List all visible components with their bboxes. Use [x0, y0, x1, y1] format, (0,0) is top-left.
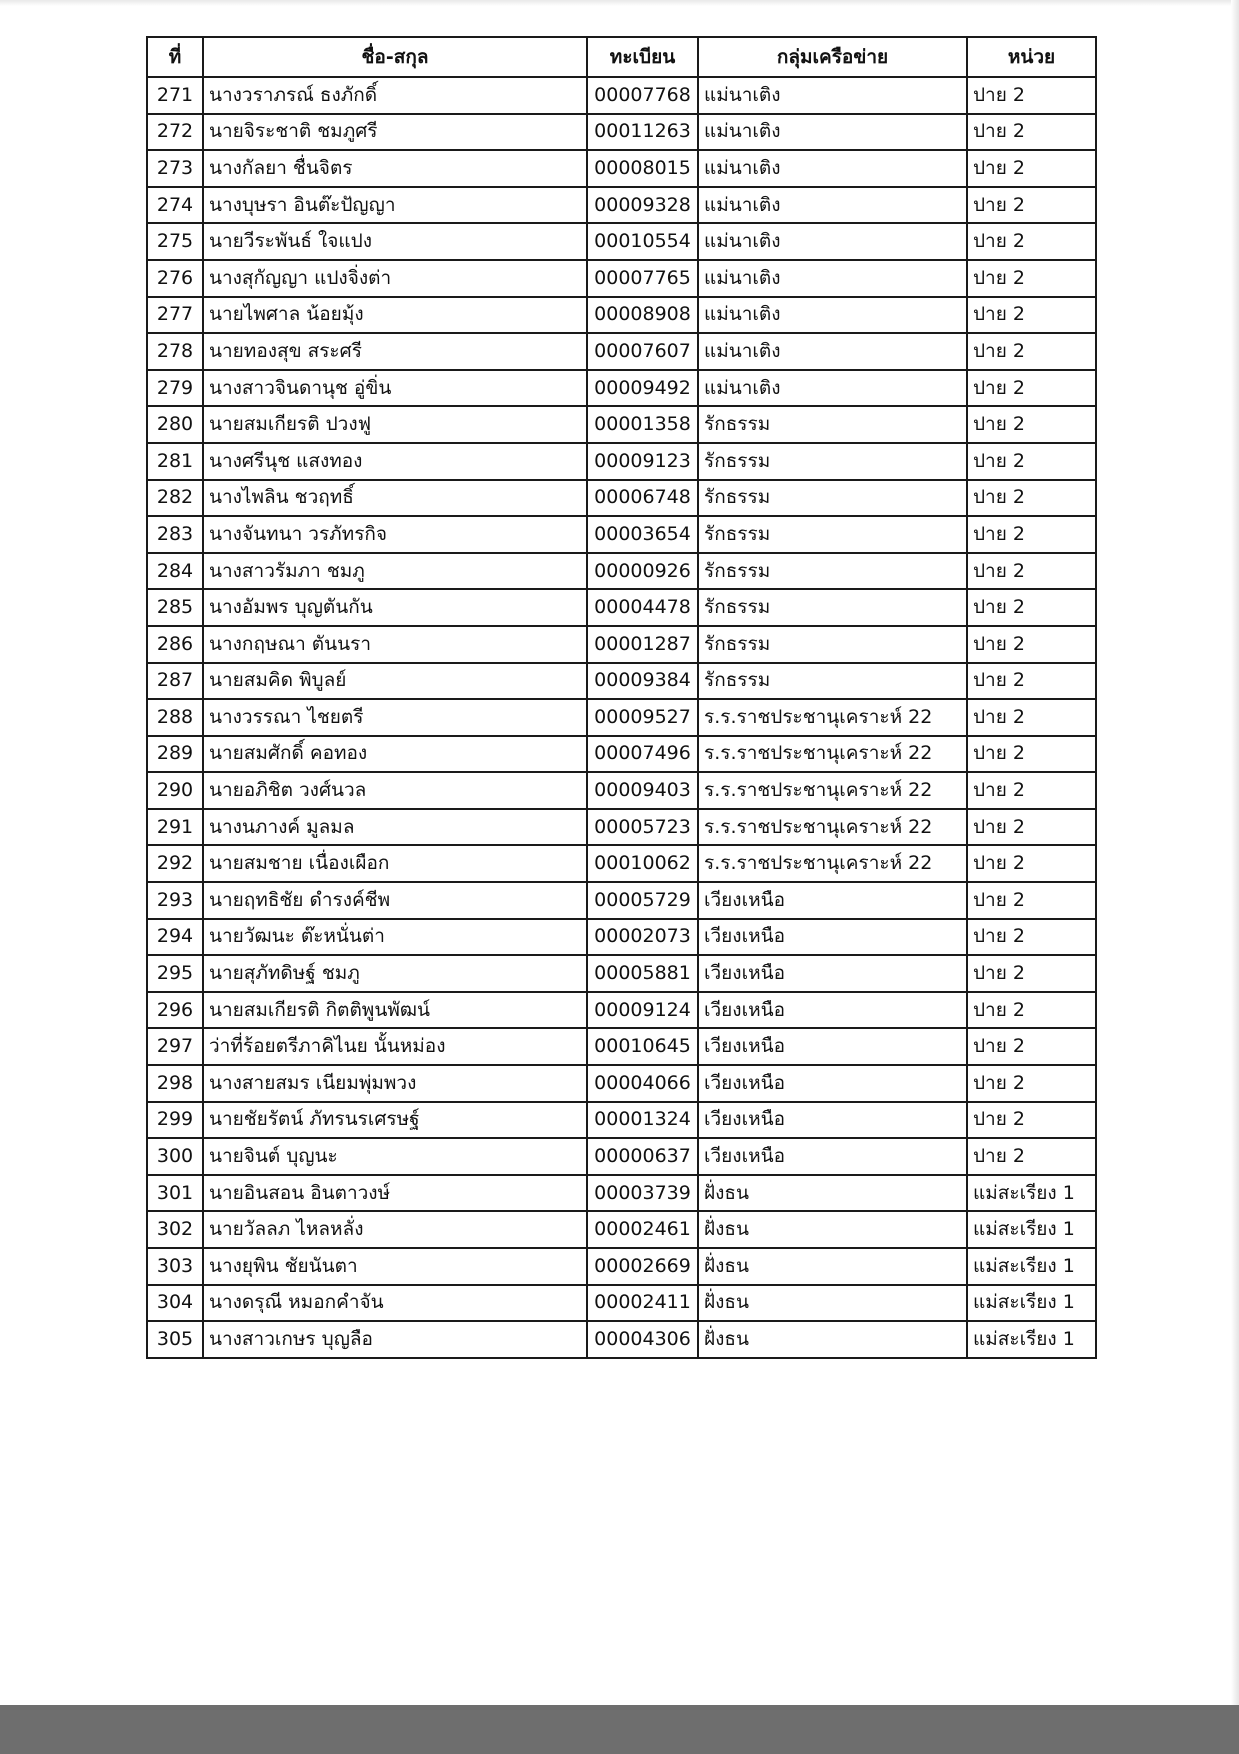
registration-number: 00008015: [587, 150, 698, 187]
table-row: [147, 1285, 1096, 1322]
table-row: [147, 626, 1096, 663]
header-network-group: กลุ่มเครือข่าย: [698, 37, 967, 77]
member-name: นายอินสอน อินตาวงษ์: [203, 1175, 587, 1212]
registration-number: 00010062: [587, 845, 698, 882]
row-number: 294: [147, 919, 203, 956]
table-row: [147, 663, 1096, 700]
member-name: นางสุกัญญา แปงจิ่งต่า: [203, 260, 587, 297]
page-top-edge: [0, 0, 1239, 6]
row-number: 305: [147, 1321, 203, 1358]
unit-name: ปาย 2: [967, 919, 1096, 956]
header-unit: หน่วย: [967, 37, 1096, 77]
row-number: 292: [147, 845, 203, 882]
page-right-edge: [1231, 0, 1239, 1705]
network-group: ร.ร.ราชประชานุเคราะห์ 22: [698, 699, 967, 736]
row-number: 272: [147, 114, 203, 151]
unit-name: ปาย 2: [967, 1102, 1096, 1139]
network-group: ฝั่งธน: [698, 1321, 967, 1358]
member-name: นายวัลลภ ไหลหลั่ง: [203, 1211, 587, 1248]
table-header-row: [147, 37, 1096, 77]
network-group: แม่นาเติง: [698, 114, 967, 151]
registration-number: 00009123: [587, 443, 698, 480]
row-number: 290: [147, 772, 203, 809]
row-number: 273: [147, 150, 203, 187]
unit-name: แม่สะเรียง 1: [967, 1175, 1096, 1212]
row-number: 271: [147, 77, 203, 114]
row-number: 287: [147, 663, 203, 700]
unit-name: ปาย 2: [967, 663, 1096, 700]
row-number: 274: [147, 187, 203, 224]
row-number: 283: [147, 516, 203, 553]
member-name: นายสมเกียรติ ปวงฟู: [203, 406, 587, 443]
member-name: นายสมชาย เนื่องเผือก: [203, 845, 587, 882]
network-group: เวียงเหนือ: [698, 1102, 967, 1139]
row-number: 296: [147, 992, 203, 1029]
unit-name: ปาย 2: [967, 297, 1096, 334]
row-number: 285: [147, 589, 203, 626]
unit-name: ปาย 2: [967, 992, 1096, 1029]
unit-name: ปาย 2: [967, 772, 1096, 809]
header-registration: ทะเบียน: [587, 37, 698, 77]
scan-bottom-bar: [0, 1705, 1239, 1754]
unit-name: ปาย 2: [967, 736, 1096, 773]
registration-number: 00001324: [587, 1102, 698, 1139]
table-row: [147, 516, 1096, 553]
registration-number: 00002461: [587, 1211, 698, 1248]
registration-number: 00009527: [587, 699, 698, 736]
registration-number: 00005881: [587, 955, 698, 992]
row-number: 298: [147, 1065, 203, 1102]
member-name: นายทองสุข สระศรี: [203, 333, 587, 370]
network-group: แม่นาเติง: [698, 370, 967, 407]
network-group: รักธรรม: [698, 516, 967, 553]
unit-name: ปาย 2: [967, 955, 1096, 992]
unit-name: ปาย 2: [967, 480, 1096, 517]
member-name: นายฤทธิชัย ดำรงค์ชีพ: [203, 882, 587, 919]
network-group: รักธรรม: [698, 589, 967, 626]
member-name: นายสมศักดิ์ คอทอง: [203, 736, 587, 773]
table-row: [147, 992, 1096, 1029]
network-group: เวียงเหนือ: [698, 955, 967, 992]
network-group: แม่นาเติง: [698, 187, 967, 224]
table-row: [147, 1102, 1096, 1139]
registration-number: 00007607: [587, 333, 698, 370]
unit-name: แม่สะเรียง 1: [967, 1321, 1096, 1358]
unit-name: ปาย 2: [967, 516, 1096, 553]
network-group: แม่นาเติง: [698, 333, 967, 370]
network-group: รักธรรม: [698, 626, 967, 663]
registration-number: 00009124: [587, 992, 698, 1029]
row-number: 276: [147, 260, 203, 297]
row-number: 301: [147, 1175, 203, 1212]
registration-number: 00003739: [587, 1175, 698, 1212]
row-number: 302: [147, 1211, 203, 1248]
unit-name: ปาย 2: [967, 1028, 1096, 1065]
registration-number: 00007768: [587, 77, 698, 114]
table-row: [147, 882, 1096, 919]
network-group: เวียงเหนือ: [698, 992, 967, 1029]
unit-name: ปาย 2: [967, 223, 1096, 260]
network-group: ฝั่งธน: [698, 1285, 967, 1322]
network-group: เวียงเหนือ: [698, 882, 967, 919]
member-name: นายจินต์ บุญนะ: [203, 1138, 587, 1175]
table-row: [147, 443, 1096, 480]
row-number: 279: [147, 370, 203, 407]
network-group: รักธรรม: [698, 663, 967, 700]
table-row: [147, 772, 1096, 809]
member-name: นายอภิชิต วงศ์นวล: [203, 772, 587, 809]
unit-name: ปาย 2: [967, 845, 1096, 882]
row-number: 278: [147, 333, 203, 370]
table-row: [147, 553, 1096, 590]
member-name: นายวัฒนะ ต๊ะหนั่นต่า: [203, 919, 587, 956]
member-name: นางไพลิน ชวฤทธิ์: [203, 480, 587, 517]
unit-name: แม่สะเรียง 1: [967, 1248, 1096, 1285]
registration-number: 00006748: [587, 480, 698, 517]
unit-name: ปาย 2: [967, 699, 1096, 736]
unit-name: ปาย 2: [967, 260, 1096, 297]
registration-number: 00008908: [587, 297, 698, 334]
member-name: นายจิระชาติ ชมภูศรี: [203, 114, 587, 151]
network-group: แม่นาเติง: [698, 260, 967, 297]
unit-name: ปาย 2: [967, 77, 1096, 114]
network-group: แม่นาเติง: [698, 77, 967, 114]
registration-number: 00009492: [587, 370, 698, 407]
row-number: 282: [147, 480, 203, 517]
table-row: [147, 150, 1096, 187]
row-number: 288: [147, 699, 203, 736]
table-row: [147, 736, 1096, 773]
member-name: นางจันทนา วรภัทรกิจ: [203, 516, 587, 553]
unit-name: ปาย 2: [967, 114, 1096, 151]
member-name: นางสายสมร เนียมพุ่มพวง: [203, 1065, 587, 1102]
table-row: [147, 114, 1096, 151]
member-name: นางอัมพร บุญตันกัน: [203, 589, 587, 626]
unit-name: ปาย 2: [967, 882, 1096, 919]
table-row: [147, 223, 1096, 260]
registration-number: 00002073: [587, 919, 698, 956]
member-name: นางกัลยา ชื่นจิตร: [203, 150, 587, 187]
network-group: ฝั่งธน: [698, 1248, 967, 1285]
registration-number: 00000637: [587, 1138, 698, 1175]
registration-number: 00009384: [587, 663, 698, 700]
member-name: นายสมคิด พิบูลย์: [203, 663, 587, 700]
registration-number: 00005729: [587, 882, 698, 919]
table-row: [147, 1321, 1096, 1358]
table-row: [147, 77, 1096, 114]
network-group: รักธรรม: [698, 480, 967, 517]
member-name: นางนภางค์ มูลมล: [203, 809, 587, 846]
network-group: แม่นาเติง: [698, 150, 967, 187]
unit-name: ปาย 2: [967, 150, 1096, 187]
row-number: 280: [147, 406, 203, 443]
network-group: ร.ร.ราชประชานุเคราะห์ 22: [698, 736, 967, 773]
network-group: ฝั่งธน: [698, 1211, 967, 1248]
member-name: นางวรรณา ไชยตรี: [203, 699, 587, 736]
row-number: 284: [147, 553, 203, 590]
row-number: 291: [147, 809, 203, 846]
table-row: [147, 845, 1096, 882]
registration-number: 00002411: [587, 1285, 698, 1322]
registration-number: 00004066: [587, 1065, 698, 1102]
registration-number: 00003654: [587, 516, 698, 553]
unit-name: ปาย 2: [967, 1065, 1096, 1102]
network-group: รักธรรม: [698, 406, 967, 443]
member-name: นางศรีนุช แสงทอง: [203, 443, 587, 480]
network-group: รักธรรม: [698, 443, 967, 480]
registration-number: 00005723: [587, 809, 698, 846]
registration-number: 00010645: [587, 1028, 698, 1065]
unit-name: ปาย 2: [967, 626, 1096, 663]
member-name: ว่าที่ร้อยตรีภาคิไนย นั้นหม่อง: [203, 1028, 587, 1065]
member-name: นางสาวเกษร บุญลือ: [203, 1321, 587, 1358]
member-name: นางบุษรา อินต๊ะปัญญา: [203, 187, 587, 224]
registration-number: 00004478: [587, 589, 698, 626]
network-group: รักธรรม: [698, 553, 967, 590]
registration-number: 00000926: [587, 553, 698, 590]
member-name: นางยุพิน ชัยนันตา: [203, 1248, 587, 1285]
member-name: นางกฤษณา ตันนรา: [203, 626, 587, 663]
network-group: ฝั่งธน: [698, 1175, 967, 1212]
table-row: [147, 1211, 1096, 1248]
network-group: เวียงเหนือ: [698, 1138, 967, 1175]
network-group: เวียงเหนือ: [698, 1028, 967, 1065]
member-name: นางดรุณี หมอกคำจัน: [203, 1285, 587, 1322]
table-row: [147, 1065, 1096, 1102]
network-group: ร.ร.ราชประชานุเคราะห์ 22: [698, 772, 967, 809]
registration-number: 00009403: [587, 772, 698, 809]
row-number: 299: [147, 1102, 203, 1139]
registration-number: 00001358: [587, 406, 698, 443]
row-number: 275: [147, 223, 203, 260]
row-number: 300: [147, 1138, 203, 1175]
table-row: [147, 480, 1096, 517]
table-row: [147, 955, 1096, 992]
table-row: [147, 1248, 1096, 1285]
registration-number: 00011263: [587, 114, 698, 151]
network-group: เวียงเหนือ: [698, 919, 967, 956]
table-row: [147, 1175, 1096, 1212]
unit-name: ปาย 2: [967, 589, 1096, 626]
unit-name: ปาย 2: [967, 809, 1096, 846]
unit-name: ปาย 2: [967, 1138, 1096, 1175]
unit-name: ปาย 2: [967, 187, 1096, 224]
member-name: นายสมเกียรติ กิตติพูนพัฒน์: [203, 992, 587, 1029]
registration-number: 00007765: [587, 260, 698, 297]
table-body: [147, 77, 1096, 1358]
table-row: [147, 297, 1096, 334]
table-row: [147, 1138, 1096, 1175]
registration-number: 00009328: [587, 187, 698, 224]
member-name: นายไพศาล น้อยมุ้ง: [203, 297, 587, 334]
member-name: นายชัยรัตน์ ภัทรนรเศรษฐ์: [203, 1102, 587, 1139]
network-group: แม่นาเติง: [698, 297, 967, 334]
header-name: ชื่อ-สกุล: [203, 37, 587, 77]
unit-name: ปาย 2: [967, 553, 1096, 590]
network-group: ร.ร.ราชประชานุเคราะห์ 22: [698, 809, 967, 846]
row-number: 297: [147, 1028, 203, 1065]
registration-number: 00002669: [587, 1248, 698, 1285]
row-number: 295: [147, 955, 203, 992]
table-row: [147, 589, 1096, 626]
row-number: 289: [147, 736, 203, 773]
table-row: [147, 919, 1096, 956]
row-number: 286: [147, 626, 203, 663]
row-number: 277: [147, 297, 203, 334]
table-row: [147, 809, 1096, 846]
table-row: [147, 260, 1096, 297]
table-row: [147, 1028, 1096, 1065]
registration-number: 00007496: [587, 736, 698, 773]
registration-number: 00010554: [587, 223, 698, 260]
row-number: 303: [147, 1248, 203, 1285]
member-name: นายสุภัทดิษฐ์ ชมภู: [203, 955, 587, 992]
row-number: 293: [147, 882, 203, 919]
row-number: 281: [147, 443, 203, 480]
unit-name: ปาย 2: [967, 443, 1096, 480]
registration-number: 00001287: [587, 626, 698, 663]
row-number: 304: [147, 1285, 203, 1322]
member-name: นางสาวรัมภา ชมภู: [203, 553, 587, 590]
unit-name: แม่สะเรียง 1: [967, 1211, 1096, 1248]
member-name: นางสาวจินดานุช อู่ขิ่น: [203, 370, 587, 407]
member-roster-table: [146, 36, 1097, 1359]
network-group: เวียงเหนือ: [698, 1065, 967, 1102]
network-group: ร.ร.ราชประชานุเคราะห์ 22: [698, 845, 967, 882]
header-no: ที่: [147, 37, 203, 77]
registration-number: 00004306: [587, 1321, 698, 1358]
table-row: [147, 333, 1096, 370]
unit-name: ปาย 2: [967, 406, 1096, 443]
table-row: [147, 699, 1096, 736]
network-group: แม่นาเติง: [698, 223, 967, 260]
unit-name: ปาย 2: [967, 370, 1096, 407]
unit-name: แม่สะเรียง 1: [967, 1285, 1096, 1322]
table-row: [147, 406, 1096, 443]
table-row: [147, 370, 1096, 407]
table-row: [147, 187, 1096, 224]
member-name: นายวีระพันธ์ ใจแปง: [203, 223, 587, 260]
unit-name: ปาย 2: [967, 333, 1096, 370]
member-name: นางวราภรณ์ ธงภักดิ์: [203, 77, 587, 114]
